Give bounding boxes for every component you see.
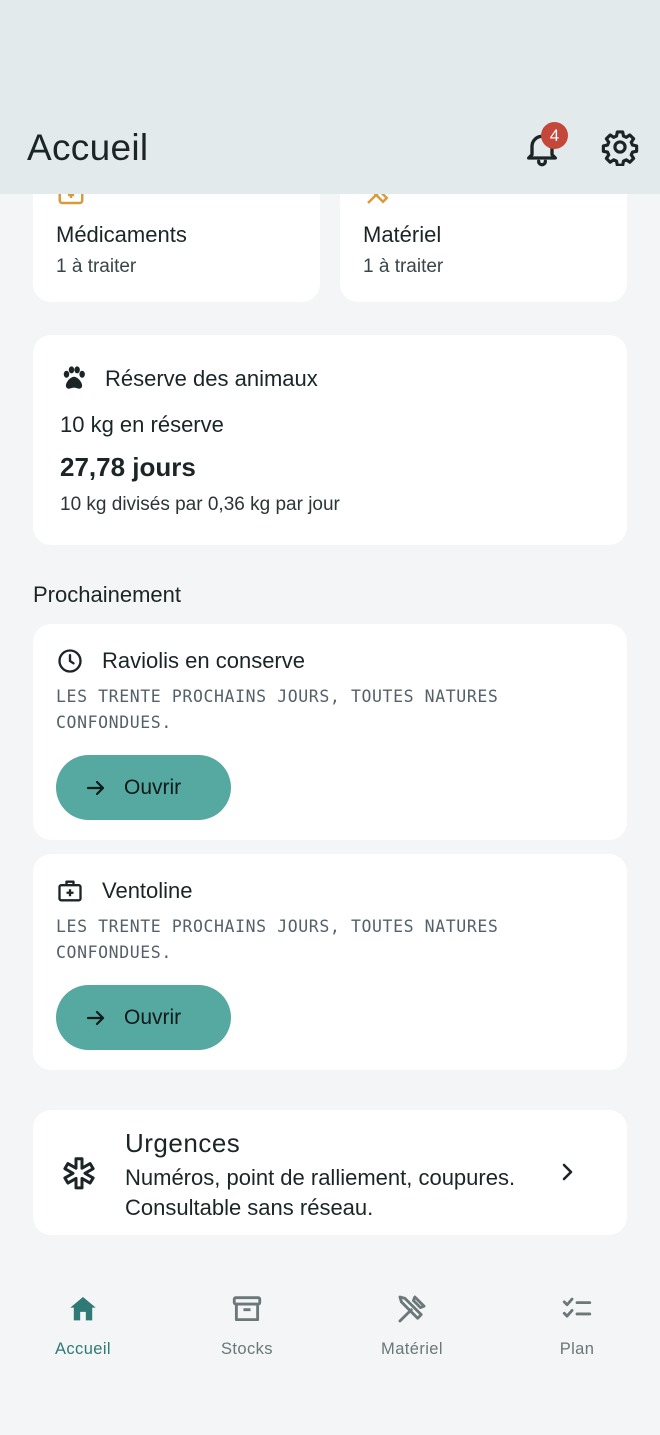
open-button[interactable] — [56, 755, 231, 820]
upcoming-card — [33, 854, 627, 1070]
emergency-description: Numéros, point de ralliement, coupures. Consultable sans réseau. — [125, 1165, 516, 1220]
summary-card-title: Matériel — [363, 222, 442, 247]
nav-item-accueil[interactable] — [18, 1292, 148, 1382]
summary-card-subtitle: 1 à traiter — [56, 256, 137, 277]
clock-icon — [56, 647, 84, 675]
page-title: Accueil — [27, 127, 149, 168]
nav-label: Matériel — [381, 1340, 443, 1358]
upcoming-title: Raviolis en conserve — [102, 648, 305, 673]
reserve-title: Réserve des animaux — [105, 366, 318, 391]
upcoming-description: LES TRENTE PROCHAINS JOURS, TOUTES NATURES CONFONDUES. — [56, 917, 499, 962]
reserve-quantity: 10 kg en réserve — [60, 412, 224, 437]
upcoming-description: LES TRENTE PROCHAINS JOURS, TOUTES NATURES CONFONDUES. — [56, 687, 499, 732]
paw-icon — [59, 363, 89, 393]
nav-item-stocks[interactable] — [182, 1292, 312, 1382]
archive-icon — [230, 1292, 264, 1326]
arrow-right-icon — [84, 1006, 108, 1030]
checklist-icon — [560, 1292, 594, 1326]
nav-label: Stocks — [221, 1340, 273, 1358]
emergency-title: Urgences — [125, 1128, 241, 1158]
tools-icon — [395, 1292, 429, 1326]
open-button[interactable] — [56, 985, 231, 1050]
asterisk-icon — [61, 1155, 97, 1191]
notification-badge: 4 — [541, 122, 568, 149]
summary-card-title: Médicaments — [56, 222, 187, 247]
arrow-right-icon — [84, 776, 108, 800]
reserve-formula: 10 kg divisés par 0,36 kg par jour — [60, 494, 340, 515]
nav-label: Accueil — [55, 1340, 111, 1358]
open-button-label: Ouvrir — [124, 775, 182, 799]
home-icon — [66, 1292, 100, 1326]
upcoming-card — [33, 624, 627, 840]
gear-icon[interactable] — [601, 128, 639, 166]
chevron-right-icon — [555, 1160, 579, 1184]
medical-kit-icon — [56, 877, 84, 905]
section-title-upcoming: Prochainement — [33, 582, 181, 607]
summary-card-subtitle: 1 à traiter — [363, 256, 444, 277]
bottom-navigation — [0, 1270, 660, 1435]
emergency-card[interactable] — [33, 1110, 627, 1235]
open-button-label: Ouvrir — [124, 1005, 182, 1029]
nav-item-materiel[interactable] — [347, 1292, 477, 1382]
reserve-card[interactable] — [33, 335, 627, 545]
reserve-days: 27,78 jours — [60, 452, 196, 482]
nav-item-plan[interactable] — [512, 1292, 642, 1382]
top-app-bar — [0, 0, 660, 194]
upcoming-title: Ventoline — [102, 878, 193, 903]
nav-label: Plan — [559, 1340, 595, 1358]
